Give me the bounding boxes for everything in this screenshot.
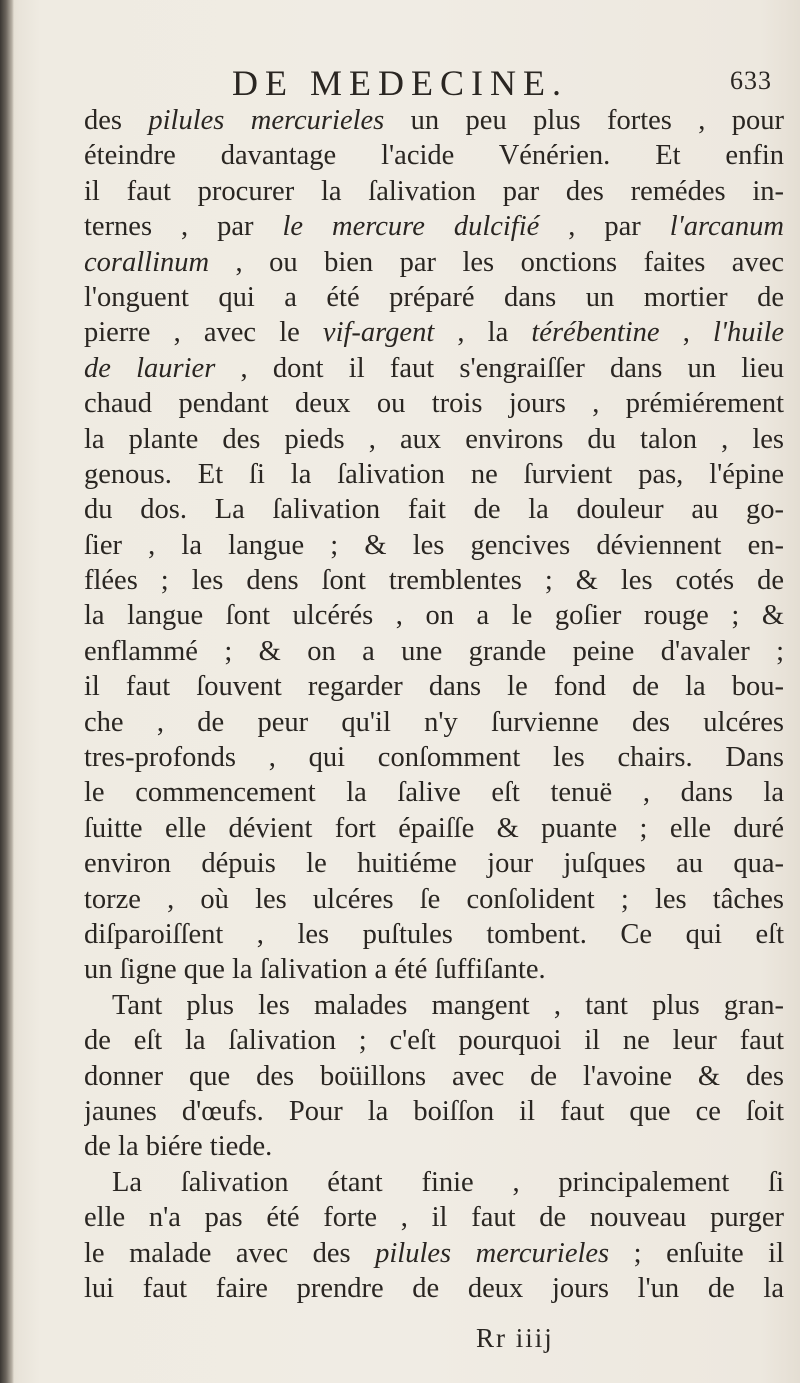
text-line	[84, 174, 784, 209]
text-line	[84, 598, 784, 633]
text-segment: diſparoiſſent , les puſtules tombent. Ce qui eſt	[84, 918, 784, 950]
text-line	[84, 386, 784, 421]
italic-term: corallinum	[84, 246, 210, 278]
text-line	[84, 138, 784, 173]
text-segment: jaunes d'œufs. Pour la boiſſon il faut que ce ſoit	[84, 1095, 784, 1127]
text-line	[84, 1236, 784, 1271]
text-line	[84, 315, 784, 350]
text-line	[84, 280, 784, 315]
text-line	[84, 492, 784, 527]
text-segment: , ou bien par les onctions faites avec	[209, 246, 784, 278]
text-segment: chaud pendant deux ou trois jours , prémiérement	[84, 388, 784, 420]
text-segment: de eſt la ſalivation ; c'eſt pourquoi il ne leur faut	[84, 1025, 784, 1057]
text-segment: La ſalivation étant finie , principalement ſi	[112, 1166, 784, 1198]
text-segment: , par	[539, 211, 670, 243]
running-head: DE MEDECINE.	[232, 63, 568, 103]
page-number: 633	[730, 66, 772, 95]
text-segment: enflammé ; & on a une grande peine d'avaler ;	[84, 635, 784, 667]
text-segment: genous. Et ſi la ſalivation ne ſurvient pas, l'épine	[84, 458, 784, 490]
text-line	[84, 457, 784, 492]
text-segment: la langue ſont ulcérés , on a le goſier rouge ; &	[84, 600, 784, 632]
text-segment: un peu plus fortes , pour	[384, 105, 784, 136]
text-segment: elle n'a pas été forte , il faut de nouveau purger	[84, 1202, 784, 1234]
text-segment: du dos. La ſalivation fait de la douleur au go-	[84, 494, 784, 526]
text-segment: pierre , avec le	[84, 317, 323, 349]
text-line	[84, 1129, 784, 1164]
text-line	[84, 1059, 784, 1094]
text-segment: le commencement la ſalive eſt tenuë , dans la	[84, 777, 784, 809]
text-segment: lui faut faire prendre de deux jours l'un de la	[84, 1272, 784, 1304]
text-segment: de la biére tiede.	[84, 1131, 273, 1163]
text-line	[84, 1271, 784, 1306]
italic-term: pilules mercurieles	[375, 1237, 610, 1269]
italic-term: l'arcanum	[669, 211, 784, 243]
text-line	[84, 1165, 784, 1200]
text-line	[84, 740, 784, 775]
text-segment: il faut procurer la ſalivation par des remédes in-	[84, 175, 784, 207]
text-line	[84, 1200, 784, 1235]
page-binding-edge	[0, 0, 14, 1383]
italic-term: pilules mercurieles	[148, 105, 385, 136]
italic-term: vif-argent	[322, 317, 435, 349]
text-segment: che , de peur qu'il n'y ſurvienne des ulcéres	[84, 706, 784, 738]
text-line	[84, 1094, 784, 1129]
text-segment: un ſigne que la ſalivation a été ſuffiſante.	[84, 954, 546, 986]
text-segment: des	[84, 105, 149, 136]
text-line	[84, 563, 784, 598]
text-segment: environ dépuis le huitiéme jour juſques au qua-	[84, 848, 784, 880]
text-line	[84, 1023, 784, 1058]
text-segment: , dont il faut s'engraiſſer dans un lieu	[215, 352, 784, 384]
italic-term: l'huile	[713, 317, 784, 349]
text-segment: la plante des pieds , aux environs du talon , les	[84, 423, 784, 455]
text-segment: tres-profonds , qui conſomment les chairs. Dans	[84, 742, 784, 774]
italic-term: le mercure dulcifié	[282, 211, 540, 243]
text-segment: torze , où les ulcéres ſe conſolident ; les tâches	[84, 883, 784, 915]
text-line	[84, 245, 784, 280]
text-line	[84, 528, 784, 563]
text-segment: ; enſuite il	[609, 1237, 784, 1269]
italic-term: de laurier	[84, 352, 216, 384]
text-segment: Tant plus les malades mangent , tant plus gran-	[112, 989, 784, 1021]
text-line	[84, 669, 784, 704]
text-segment: ſier , la langue ; & les gencives déviennent en-	[84, 529, 784, 561]
body-text	[84, 103, 784, 1306]
text-line	[84, 917, 784, 952]
text-line	[84, 811, 784, 846]
text-segment: ſuitte elle dévient fort épaiſſe & puante ; elle duré	[84, 812, 784, 844]
text-line	[84, 775, 784, 810]
text-line	[84, 988, 784, 1023]
text-line	[84, 882, 784, 917]
text-segment: flées ; les dens ſont tremblentes ; & les cotés de	[84, 565, 784, 597]
text-segment: il faut ſouvent regarder dans le fond de la bou-	[84, 671, 784, 703]
text-segment: éteindre davantage l'acide Vénérien. Et enfin	[84, 140, 784, 172]
text-segment: donner que des boüillons avec de l'avoine & des	[84, 1060, 784, 1092]
text-line	[84, 351, 784, 386]
text-line	[84, 846, 784, 881]
text-line	[84, 422, 784, 457]
text-line	[84, 705, 784, 740]
italic-term: térébentine	[531, 317, 660, 349]
text-line	[84, 209, 784, 244]
text-line	[84, 634, 784, 669]
text-line	[84, 103, 784, 138]
text-segment: l'onguent qui a été préparé dans un mortier de	[84, 281, 784, 313]
text-segment: le malade avec des	[84, 1237, 376, 1269]
signature-mark: Rr iiij	[476, 1323, 554, 1353]
text-segment: , la	[434, 317, 532, 349]
text-line	[84, 952, 784, 987]
text-segment: ternes , par	[84, 211, 283, 243]
text-segment: ,	[659, 317, 714, 349]
